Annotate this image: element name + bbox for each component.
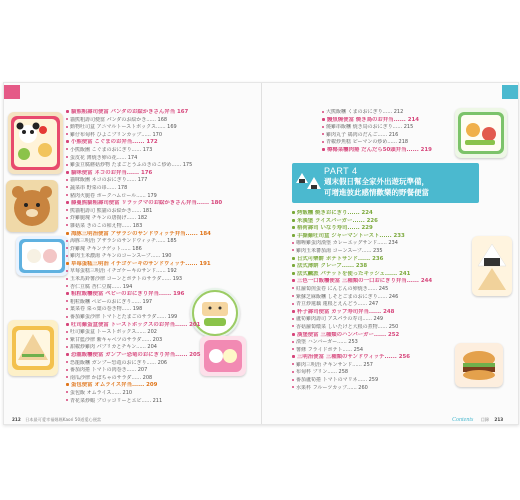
toc-label: 目錄	[480, 417, 490, 422]
toc-text: 雞肉丸子 鶏肉のだんご...... 216	[326, 131, 399, 138]
bullet-icon	[66, 194, 68, 196]
toc-entry	[292, 369, 457, 377]
top-strip-left	[4, 85, 20, 99]
toc-entry	[292, 301, 457, 309]
bullet-icon	[66, 399, 68, 401]
bullet-icon	[292, 249, 294, 251]
toc-entry	[66, 177, 246, 185]
toc-entry	[322, 132, 452, 140]
bullet-icon	[292, 279, 295, 282]
toc-text: 青花菜炒蝦 ブロッコリーとエビ...... 211	[70, 397, 163, 404]
toc-text: 杯子壽司便當 カップ寿司弁当...... 248	[297, 308, 395, 315]
toc-text: 炸雞腿塊 チキンの唐揚げ...... 182	[70, 215, 148, 222]
toc-text: 咖喱雞蛋肉漢堡 カレーエッグサンド...... 234	[296, 240, 398, 247]
toc-text: 蔬菜串 野菜の串...... 178	[70, 184, 128, 191]
toc-entry	[292, 339, 457, 347]
bullet-icon	[292, 386, 294, 388]
toc-text: 杏仁豆腐 杏仁豆腐...... 194	[70, 283, 133, 290]
toc-text: 樽椰菜糰肉捲 だんだら50頭弁当...... 219	[327, 146, 432, 153]
toc-section-heading	[66, 352, 246, 360]
toc-entry	[66, 193, 246, 201]
toc-text: 三色一口飯糰便當 三種類の一口おにぎり弁当...... 244	[297, 278, 433, 285]
bullet-icon	[292, 348, 294, 350]
bullet-icon	[292, 333, 295, 336]
toc-text: 藤蔓熊貓粗壽司便當 リラックマのお絵かきさん弁当...... 180	[71, 200, 223, 207]
toc-text: 蛋皮花 薄焼き卵の花...... 174	[70, 154, 138, 161]
bullet-icon	[66, 308, 68, 310]
toc-entry	[292, 286, 457, 294]
bullet-icon	[66, 292, 69, 295]
toc-entry	[66, 299, 246, 307]
bullet-icon	[66, 285, 68, 287]
toc-text: 米漢堡 ライスバーガー...... 226	[297, 217, 378, 224]
bullet-icon	[292, 379, 294, 381]
bullet-icon	[66, 201, 69, 204]
toc-entry	[292, 240, 457, 248]
toc-text: 吐司雞蛋盒便當 トーストボックスのお弁当...... 201	[71, 321, 201, 328]
bullet-icon	[292, 363, 294, 365]
bullet-icon	[292, 295, 294, 297]
toc-text: 草莓蛋糕三明治 イチゴケーキのサンドウィッチ...... 191	[71, 260, 211, 267]
toc-right-top	[322, 109, 452, 155]
toc-section-heading	[66, 261, 246, 269]
contents-label: Contents	[452, 417, 474, 423]
toc-section-heading	[292, 218, 457, 226]
toc-text: 葉菜卷 菜っ葉の巻き物...... 198	[70, 306, 143, 313]
toc-right-bottom	[292, 210, 457, 392]
toc-text: 熊貓粗壽司 熊貓のお絵かき...... 181	[70, 207, 153, 214]
toc-section-heading	[292, 210, 457, 218]
toc-section-heading	[292, 271, 457, 279]
bento-photo-chicken	[455, 108, 507, 158]
footer-right	[452, 417, 503, 423]
toc-section-heading	[292, 354, 457, 362]
toc-text: 番茄雞蛋沙律 トマトとたまごのサラダ...... 199	[70, 314, 178, 321]
toc-section-heading	[322, 117, 452, 125]
toc-entry	[66, 360, 246, 368]
bullet-icon	[66, 331, 68, 333]
part-title	[324, 176, 429, 198]
bullet-icon	[292, 371, 294, 373]
bullet-icon	[322, 133, 324, 135]
toc-section-heading	[292, 225, 457, 233]
toc-text: 貓咪便當 ネコのお弁当...... 176	[71, 169, 153, 176]
bullet-icon	[66, 369, 68, 371]
toc-entry	[66, 185, 246, 193]
toc-entry	[292, 324, 457, 332]
bullet-icon	[292, 287, 294, 289]
toc-text: 紫蘇芝麻飯糰 しそとごまのおにぎり...... 246	[296, 293, 399, 300]
toc-section-heading	[292, 278, 457, 286]
right-page-number: 213	[494, 417, 504, 422]
bullet-icon	[66, 361, 68, 363]
bullet-icon	[292, 318, 294, 320]
bento-photo-cat	[16, 236, 68, 276]
bullet-icon	[66, 316, 68, 318]
toc-text: 吐司雞蛋盒 トーストボックス...... 202	[70, 329, 157, 336]
bullet-icon	[66, 383, 69, 386]
bullet-icon	[292, 257, 295, 260]
bullet-icon	[292, 264, 295, 267]
toc-text: 番茄肉捲 トマトの肉巻き...... 207	[70, 367, 148, 374]
toc-entry	[66, 223, 246, 231]
toc-entry	[292, 347, 457, 355]
toc-section-heading	[292, 256, 457, 264]
bullet-icon	[66, 126, 68, 128]
toc-section-heading	[66, 200, 246, 208]
toc-text: 紫甘藍沙律 紫キャベツのサラダ...... 203	[70, 336, 163, 343]
bullet-icon	[292, 272, 295, 275]
toc-entry	[322, 124, 452, 132]
bullet-icon	[66, 353, 69, 356]
part-title-line2: 可增進彼此感情歡樂的野餐便當	[324, 188, 429, 197]
toc-entry	[292, 294, 457, 302]
toc-section-heading	[292, 233, 457, 241]
toc-text: 甜椒炒雞肉 パプリカとチキン...... 204	[70, 344, 157, 351]
toc-text: 貓咪飯團 ネコのおにぎり...... 177	[70, 177, 148, 184]
toc-section-heading	[292, 309, 457, 317]
toc-text: 水果杯 フルーツカップ...... 260	[296, 384, 368, 391]
bullet-icon	[292, 211, 295, 214]
toc-text: 海豚三明治 アザラシのサンドウィッチ...... 185	[70, 238, 177, 245]
toc-entry	[292, 377, 457, 385]
toc-entry	[66, 344, 246, 352]
toc-entry	[66, 367, 246, 375]
toc-section-heading	[66, 382, 246, 390]
toc-entry	[66, 284, 246, 292]
toc-text: 貓熊粗壽司便當 パンダのお絵かきさん弁当 167	[71, 109, 189, 115]
bullet-icon	[66, 164, 68, 166]
bento-photo-riceball	[472, 236, 512, 296]
toc-section-heading	[66, 291, 246, 299]
toc-entry	[66, 155, 246, 163]
bento-photo-sandwich	[8, 320, 58, 376]
toc-text: 漢堡便當 三種類のハンバーガー...... 252	[297, 331, 400, 338]
toc-text: 炸雞塊 チキンナゲット...... 186	[70, 245, 142, 252]
toc-entry	[322, 109, 452, 117]
toc-entry	[66, 124, 246, 132]
bullet-icon	[66, 391, 68, 393]
part-label: PART 4	[324, 166, 358, 176]
bullet-icon	[66, 224, 68, 226]
toc-text: 青椒炒魚糕 ピーマンの炒め...... 218	[326, 139, 409, 146]
toc-entry	[66, 117, 246, 125]
bullet-icon	[66, 148, 68, 150]
bullet-icon	[66, 278, 68, 280]
toc-text: 香菇蘿蔔燉菜 しいたけと大根の煮物...... 250	[296, 323, 399, 330]
toc-section-heading	[322, 147, 452, 155]
part-title-line1: 週末假日幫全家外出遊玩準備，	[324, 177, 429, 186]
bullet-icon	[292, 226, 295, 229]
toc-section-heading	[292, 263, 457, 271]
bullet-icon	[322, 126, 324, 128]
toc-entry	[66, 398, 246, 406]
toc-text: 布甸杯 プリン...... 258	[296, 369, 349, 376]
bullet-icon	[66, 232, 69, 235]
toc-text: 動物吐司盒 アニマルトーストボックス...... 169	[70, 124, 177, 131]
bullet-icon	[66, 323, 69, 326]
toc-text: 蛋包便當 オムライス弁当...... 209	[71, 382, 158, 389]
toc-text: 雞肉玉米蕃茄湯 コーンスープ...... 235	[296, 247, 383, 254]
bullet-icon	[66, 171, 69, 174]
bullet-icon	[66, 110, 69, 113]
toc-text: 三明治便當 三種類のサンドウィッチ...... 256	[297, 354, 410, 361]
bullet-icon	[66, 346, 68, 348]
bullet-icon	[322, 148, 325, 151]
toc-entry	[66, 390, 246, 398]
toc-entry	[66, 253, 246, 261]
bento-photo-burger	[455, 343, 503, 387]
toc-text: 海豚三明治便當 アザラシのサンドウィッチ弁当...... 184	[71, 230, 211, 237]
bullet-icon	[322, 118, 325, 121]
bullet-icon	[292, 310, 295, 313]
bullet-icon	[66, 179, 68, 181]
toc-entry	[322, 139, 452, 147]
toc-entry	[66, 162, 246, 170]
bullet-icon	[66, 118, 68, 120]
bento-photo-panda	[8, 112, 63, 174]
toc-left	[66, 109, 246, 405]
toc-text: 漢堡 ハンバーガー...... 253	[296, 339, 358, 346]
toc-text: 稻荷壽司 いなり寿司...... 229	[297, 225, 373, 232]
toc-text: 雞肉三明治 チキンサンド...... 257	[296, 361, 373, 368]
toc-text: 番茄蘆筍捲 トマトのマリネ...... 259	[296, 377, 379, 384]
toc-text: 恐龍飯糰 ガンブー恐竜のおにぎり...... 206	[70, 359, 168, 366]
toc-entry	[292, 385, 457, 393]
toc-section-heading	[66, 109, 246, 117]
toc-entry	[66, 208, 246, 216]
toc-entry	[66, 329, 246, 337]
bullet-icon	[66, 140, 69, 143]
toc-text: 蛋包飯 オムライス...... 210	[70, 389, 133, 396]
toc-text: 小熊飯團 こぐまのおにぎり...... 173	[70, 146, 153, 153]
bullet-icon	[66, 240, 68, 242]
bullet-icon	[292, 341, 294, 343]
bullet-icon	[292, 325, 294, 327]
toc-text: 粗粒飯糰 ペビーのおにぎり...... 197	[70, 298, 153, 305]
top-strip-right	[502, 85, 518, 99]
toc-text: 大熊飯糰 くまのおにぎり...... 212	[326, 109, 404, 115]
bullet-icon	[292, 234, 295, 237]
toc-text: 雞仔布甸杯 ひよこプリンカップ...... 170	[70, 131, 163, 138]
toc-text: 手撕雞吐司盒 ジャーマントースト...... 233	[297, 232, 405, 239]
toc-text: 雞肉玉米濃湯 チキンのコーンスープ...... 190	[70, 253, 172, 260]
bullet-icon	[66, 270, 68, 272]
toc-text: 鰻魚燒便當 焼き鳥のお弁当...... 214	[327, 116, 419, 123]
bullet-icon	[292, 242, 294, 244]
toc-text: 法式薄餅 クレープ...... 238	[297, 263, 368, 270]
toc-text: 日式可樂餅 ポテトサンド...... 236	[297, 255, 384, 262]
toc-entry	[66, 215, 246, 223]
toc-text: 法式鹹派 パテットを使ったキッシュ...... 241	[297, 270, 411, 277]
toc-text: 小熊便當 こぐまのお弁当...... 172	[71, 139, 158, 146]
bullet-icon	[322, 141, 324, 143]
bullet-icon	[66, 133, 68, 135]
toc-text: 薯條 フライドポテト...... 254	[296, 346, 364, 353]
toc-text: 燒雞串飯糰 焼き鳥のおにぎり...... 215	[326, 124, 414, 131]
toc-entry	[66, 246, 246, 254]
toc-text: 蘆筍雞肉壽司 アスパラの寿司...... 249	[296, 316, 384, 323]
toc-entry	[66, 132, 246, 140]
toc-text: 烤飯糰 焼きおにぎり...... 224	[297, 210, 373, 216]
toc-entry	[66, 276, 246, 284]
toc-text: 南瓜沙律 かぼちゃのサラダ...... 208	[70, 374, 153, 381]
toc-text: 草莓蛋糕三明治 イチゴケーキのサンド...... 192	[70, 268, 177, 275]
toc-entry	[66, 238, 246, 246]
bullet-icon	[66, 262, 69, 265]
toc-section-heading	[292, 332, 457, 340]
toc-entry	[66, 147, 246, 155]
bullet-icon	[66, 338, 68, 340]
onigiri-icon	[294, 169, 322, 199]
toc-entry	[66, 268, 246, 276]
toc-text: 雞蛋豆腐蘑菇炒物 たまごとうふのきのこ炒め...... 175	[70, 162, 193, 169]
toc-text: 貓熊粗壽司便當 パンダのお絵かき...... 168	[70, 116, 168, 123]
toc-section-heading	[66, 322, 246, 330]
toc-entry	[292, 362, 457, 370]
book-title: 日本最可愛幸福媽媽Kaori 50道愛心便當	[25, 417, 102, 422]
toc-entry	[66, 375, 246, 383]
bullet-icon	[66, 156, 68, 158]
bullet-icon	[66, 255, 68, 257]
toc-entry	[292, 316, 457, 324]
toc-text: 粗粒飯糰便當 ペビーのおにぎり弁当...... 196	[71, 291, 185, 298]
bullet-icon	[66, 217, 68, 219]
bullet-icon	[292, 303, 294, 305]
bullet-icon	[66, 247, 68, 249]
left-page-number: 212	[12, 417, 21, 422]
toc-text: 恐龍飯糰便當 ガンブー恐竜のおにぎり弁当...... 205	[71, 352, 201, 358]
gutter	[261, 83, 262, 424]
toc-text: 雜菇菜 きのこの和え物...... 183	[70, 222, 143, 229]
toc-entry	[66, 314, 246, 322]
bullet-icon	[292, 355, 295, 358]
toc-text: 豬肉火腿卷 ポークハムロール...... 179	[70, 192, 157, 199]
toc-entry	[66, 337, 246, 345]
bento-photo-bear	[6, 180, 58, 232]
toc-entry	[292, 248, 457, 256]
toc-entry	[66, 306, 246, 314]
toc-section-heading	[66, 231, 246, 239]
bullet-icon	[66, 300, 68, 302]
toc-section-heading	[66, 139, 246, 147]
bullet-icon	[66, 209, 68, 211]
part-banner	[292, 163, 479, 203]
toc-section-heading	[66, 170, 246, 178]
toc-text: 青豆炒蓮藕 蓮根とえんどう...... 247	[296, 301, 379, 308]
footer-left	[12, 417, 101, 423]
bullet-icon	[66, 376, 68, 378]
bullet-icon	[292, 219, 295, 222]
bullet-icon	[322, 111, 324, 113]
toc-text: 玉米馬鈴薯沙律 コーンとポテトのサラダ...... 193	[70, 276, 183, 283]
bullet-icon	[66, 186, 68, 188]
toc-text: 紅蘿蔔煎蛋卷 にんじんの卵焼き...... 245	[296, 285, 389, 292]
